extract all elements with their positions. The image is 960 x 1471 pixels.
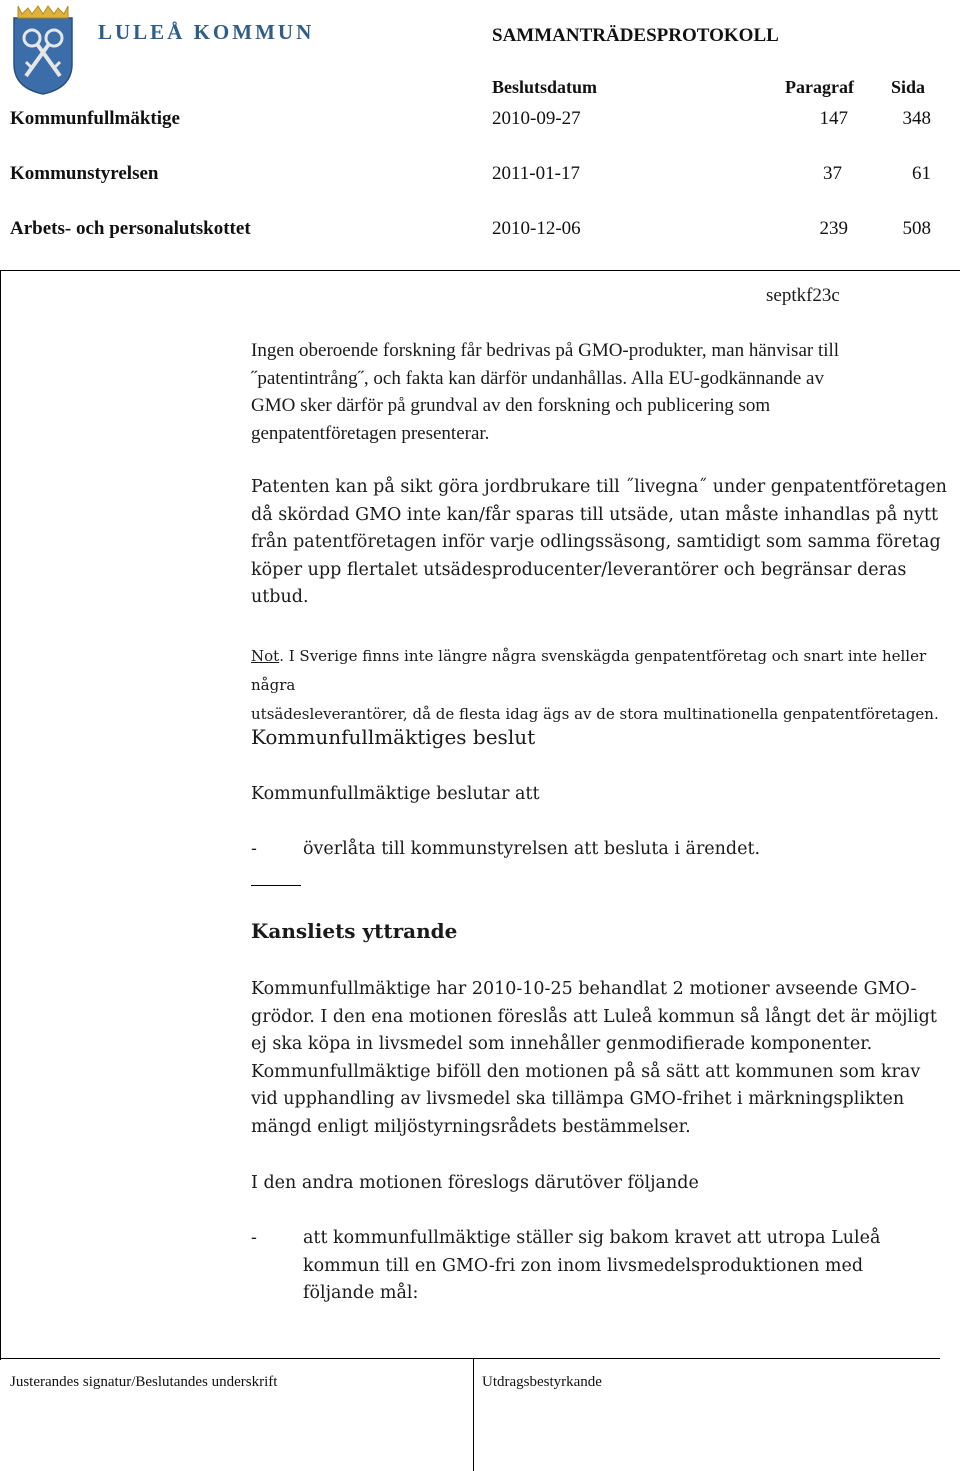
organization-name: LULEÅ KOMMUN: [98, 20, 315, 44]
note-line-1: [251, 642, 956, 700]
paragraph-line: GMO sker därför på grundval av den forskning och publicering som: [251, 395, 771, 416]
bullet-text: överlåta till kommunstyrelsen att besluta i ärendet.: [303, 839, 761, 859]
note-label: Not: [251, 647, 280, 665]
meta-row-paragraph: 37: [823, 163, 842, 184]
frame-left-rule: [0, 270, 1, 1360]
paragraph-line: Patenten kan på sikt göra jordbrukare till ˝livegna˝ under genpatentföretagen: [251, 477, 947, 497]
decision-heading: Kommunfullmäktiges beslut: [251, 725, 536, 749]
paragraph-office-statement: [251, 976, 956, 1141]
column-header-date: Beslutsdatum: [492, 77, 598, 97]
decision-intro: Kommunfullmäktige beslutar att: [251, 784, 540, 804]
meta-row-body: Arbets- och personalutskottet: [10, 218, 251, 239]
meta-row-date: 2010-12-06: [492, 218, 581, 239]
bullet-line: att kommunfullmäktige ställer sig bakom kravet att utropa Luleå: [303, 1228, 881, 1248]
bullet-line: kommun till en GMO-fri zon inom livsmedelsproduktionen med: [303, 1255, 864, 1276]
meta-row-body: Kommunstyrelsen: [10, 163, 159, 184]
paragraph-line: utbud.: [251, 587, 309, 607]
second-motion-bullet: [251, 1225, 956, 1308]
paragraph-line: ej ska köpa in livsmedel som innehåller genmodifierade komponenter.: [251, 1034, 873, 1054]
meta-row-paragraph: 147: [819, 108, 848, 129]
luleå-coat-of-arms-logo: [10, 4, 76, 96]
paragraph-line: ˝patentintrång˝, och fakta kan därför undanhållas. Alla EU-godkännande av: [251, 367, 824, 389]
paragraph-line: Ingen oberoende forskning får bedrivas på GMO-produkter, man hänvisar till: [251, 340, 840, 361]
signature-label: Justerandes signatur/Beslutandes underskrift: [10, 1374, 278, 1390]
bullet-dash: -: [251, 839, 257, 859]
reference-code: septkf23c: [766, 285, 840, 306]
column-header-paragraph: Paragraf: [785, 77, 854, 97]
meta-row-date: 2011-01-17: [492, 163, 580, 184]
paragraph-research: [251, 337, 951, 447]
footer-top-rule: [0, 1358, 940, 1359]
note-block: [251, 642, 956, 729]
paragraph-line: då skördad GMO inte kan/får sparas till utsäde, utan måste inhandlas på nytt: [251, 504, 939, 525]
paragraph-line: Kommunfullmäktige biföll den motionen på så sätt att kommunen som krav: [251, 1061, 921, 1082]
bullet-text: [303, 1225, 880, 1308]
document-type-title: SAMMANTRÄDESPROTOKOLL: [492, 25, 779, 46]
extract-certification-label: Utdragsbestyrkande: [482, 1374, 602, 1390]
paragraph-line: grödor. I den ena motionen föreslås att Luleå kommun så långt det är möjligt: [251, 1006, 937, 1027]
second-motion-intro: I den andra motionen föreslogs därutöver följande: [251, 1173, 699, 1193]
paragraph-line: från patentföretagen inför varje odlingssäsong, samtidigt som samma företag: [251, 532, 941, 552]
decision-bullet: [251, 836, 956, 864]
paragraph-line: Kommunfullmäktige har 2010-10-25 behandlat 2 motioner avseende GMO-: [251, 979, 917, 999]
paragraph-patents: [251, 474, 956, 612]
paragraph-line: genpatentföretagen presenterar.: [251, 422, 490, 444]
paragraph-line: mängd enligt miljöstyrningsrådets bestämmelser.: [251, 1116, 691, 1137]
section-separator-rule: [251, 885, 301, 886]
bullet-dash: -: [251, 1228, 257, 1248]
paragraph-line: köper upp flertalet utsädesproducenter/leverantörer och begränsar deras: [251, 559, 907, 580]
frame-top-rule: [0, 270, 960, 271]
meta-row-page: 348: [902, 108, 931, 129]
bullet-line: följande mål:: [303, 1283, 419, 1303]
meta-row-page: 61: [912, 163, 931, 184]
meta-row-date: 2010-09-27: [492, 108, 581, 129]
meta-row-paragraph: 239: [819, 218, 848, 239]
office-statement-heading: Kansliets yttrande: [251, 919, 458, 943]
meta-row-page: 508: [902, 218, 931, 239]
note-text: . I Sverige finns inte längre några svenskägda genpatentföretag och snart inte heller några: [251, 647, 927, 694]
footer-divider: [473, 1358, 474, 1471]
note-line-2: utsädesleverantörer, då de flesta idag ägs av de stora multinationella genpatentföretagen.: [251, 705, 939, 723]
meta-row-body: Kommunfullmäktige: [10, 108, 180, 129]
column-header-page: Sida: [891, 77, 926, 97]
paragraph-line: vid upphandling av livsmedel ska tillämpa GMO-frihet i märkningsplikten: [251, 1089, 905, 1109]
